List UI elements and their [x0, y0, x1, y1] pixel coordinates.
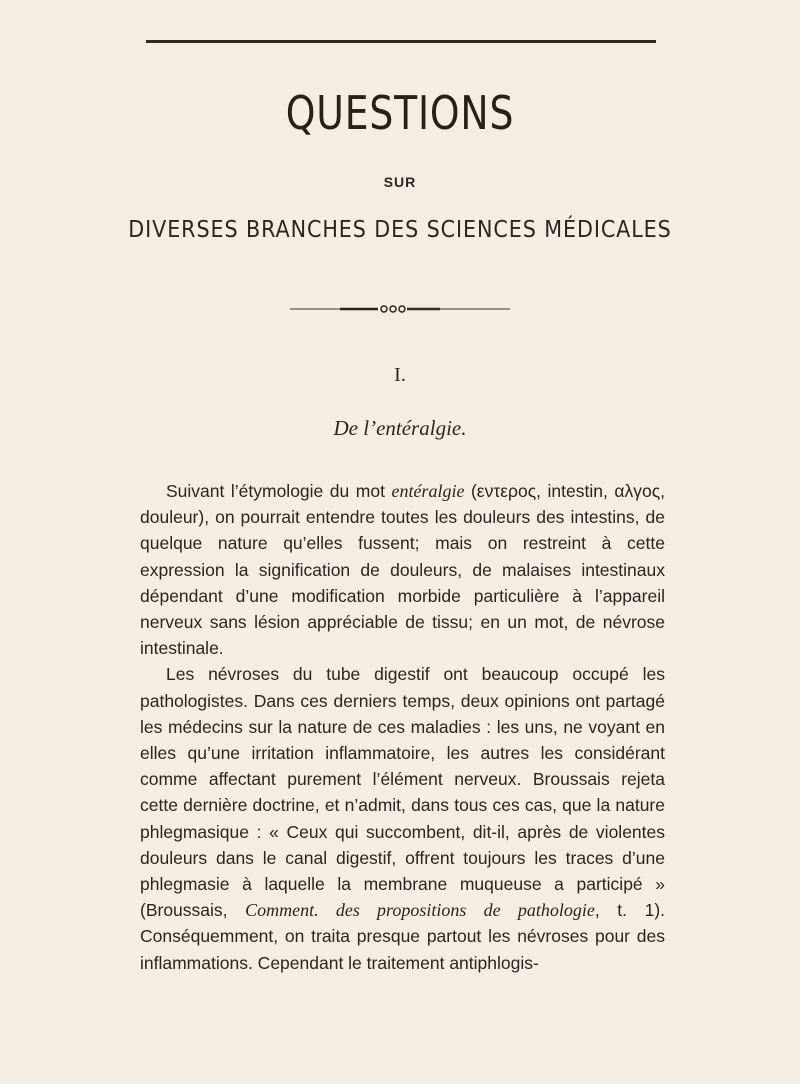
- top-rule: [146, 40, 656, 43]
- paragraph-text: Suivant l’étymologie du mot: [166, 481, 392, 501]
- paragraph: [140, 478, 665, 661]
- paragraph-text: (εντερος, intestin, αλγος, douleur), on pourrait entendre toutes les douleurs des intestins, de quelque nature qu’elles fussent; mais on restreint à cette expression la signification de douleurs, de malaises intestinaux dépendant d’une modification morbide particulière à l’appareil nerveux sans lésion appréciable de tissu; en un mot, de névrose intestinale.: [140, 481, 665, 659]
- ornament-divider: [280, 303, 520, 315]
- paragraph: [140, 661, 665, 975]
- section-number: I.: [394, 364, 406, 386]
- paragraph-text: , t. 1). Conséquemment, on traita presque partout les névroses pour des inflammations. Cependant le traitement antiphlogis-: [140, 900, 666, 973]
- page-title: QUESTIONS: [285, 86, 515, 140]
- paragraph-text: Les névroses du tube digestif ont beaucoup occupé les pathologistes. Dans ces derniers temps, deux opinions ont partagé les médecins sur la nature de ces maladies : les uns, ne voyant en elles qu’une irritation inflammatoire, les autres les considérant comme affectant purement l’élément nerveux. Broussais rejeta cette dernière doctrine, et n’admit, dans tous ces cas, que la nature phlegmasique : « Ceux qui succombent, dit-il, après de violentes douleurs dans le canal digestif, offrent toujours les traces d’une phlegmasie à laquelle la membrane muqueuse a participé » (Broussais,: [140, 664, 665, 921]
- body-text: [140, 478, 665, 976]
- title-connector: SUR: [383, 174, 417, 190]
- italic-citation: Comment. des propositions de pathologie: [245, 900, 595, 921]
- page-subtitle: DIVERSES BRANCHES DES SCIENCES MÉDICALES: [128, 217, 672, 243]
- italic-term: entéralgie: [391, 481, 465, 501]
- section-title: De l’entéralgie.: [333, 416, 467, 440]
